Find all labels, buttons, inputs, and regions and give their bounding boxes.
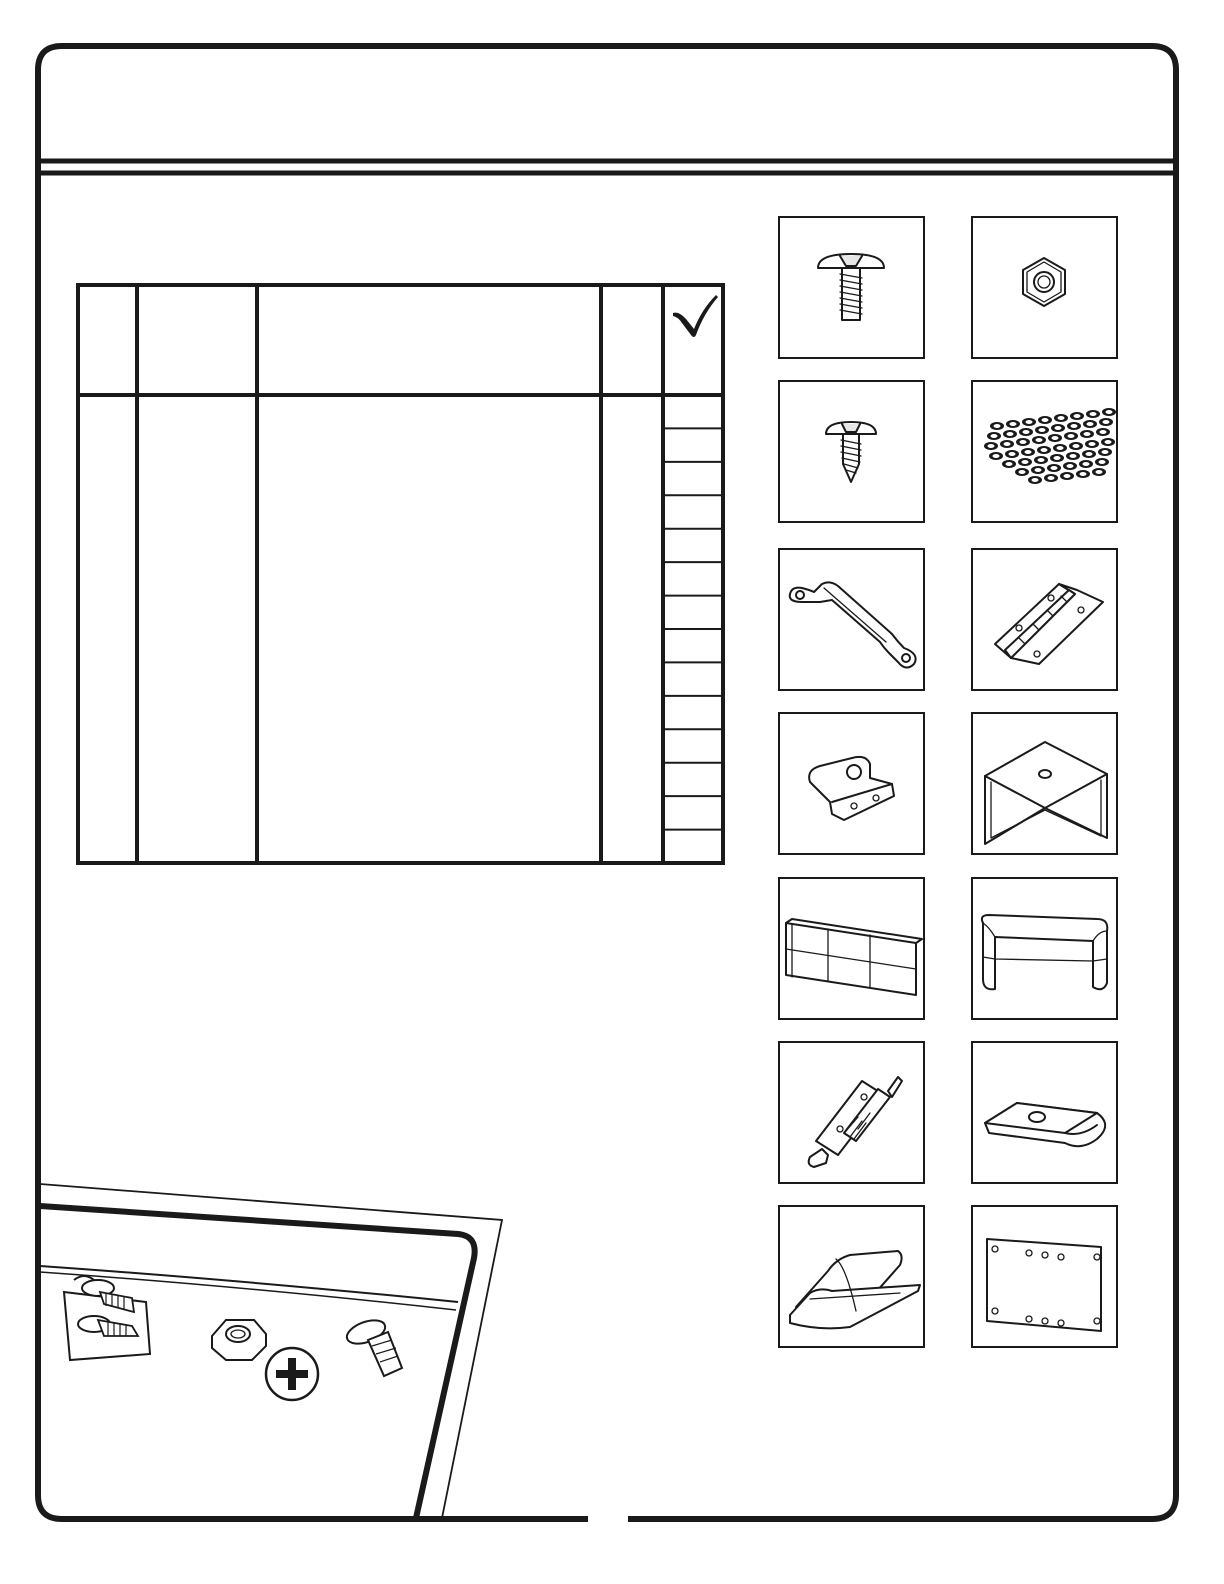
track-clip-icon (780, 1207, 923, 1346)
hinge-icon (973, 550, 1116, 689)
u-channel-icon (973, 879, 1116, 1018)
sheet-metal-screw-icon (780, 382, 923, 521)
tile-u-channel (971, 877, 1118, 1020)
tile-barrel-bolt (778, 1041, 925, 1184)
tile-spring-clip (971, 1041, 1118, 1184)
tile-washer-sheet (971, 380, 1118, 523)
washer-sheet-icon (973, 382, 1116, 521)
spring-clip-icon (973, 1043, 1116, 1182)
door-channel-icon (780, 879, 923, 1018)
hinge-plate-icon (973, 1207, 1116, 1346)
tile-door-handle (778, 548, 925, 691)
tile-hex-nut (971, 216, 1118, 359)
tile-door-hinge (971, 548, 1118, 691)
tile-door-channel (778, 877, 925, 1020)
lock-tab-icon (780, 714, 923, 853)
hardware-packet-icon (40, 1184, 502, 1518)
corner-bracket-icon (973, 714, 1116, 853)
tile-lock-tab (778, 712, 925, 855)
tile-sheet-metal-screw (778, 380, 925, 523)
tile-corner-bracket (971, 712, 1118, 855)
check-mark-icon (673, 295, 718, 337)
barrel-bolt-icon (780, 1043, 923, 1182)
tile-hinge-plate (971, 1205, 1118, 1348)
hex-nut-icon (973, 218, 1116, 357)
tile-track-clip (778, 1205, 925, 1348)
tile-machine-screw (778, 216, 925, 359)
door-handle-icon (780, 550, 923, 689)
hardware-packet-illustration (40, 1180, 510, 1518)
parts-checklist-table (76, 283, 725, 865)
machine-screw-icon (780, 218, 923, 357)
